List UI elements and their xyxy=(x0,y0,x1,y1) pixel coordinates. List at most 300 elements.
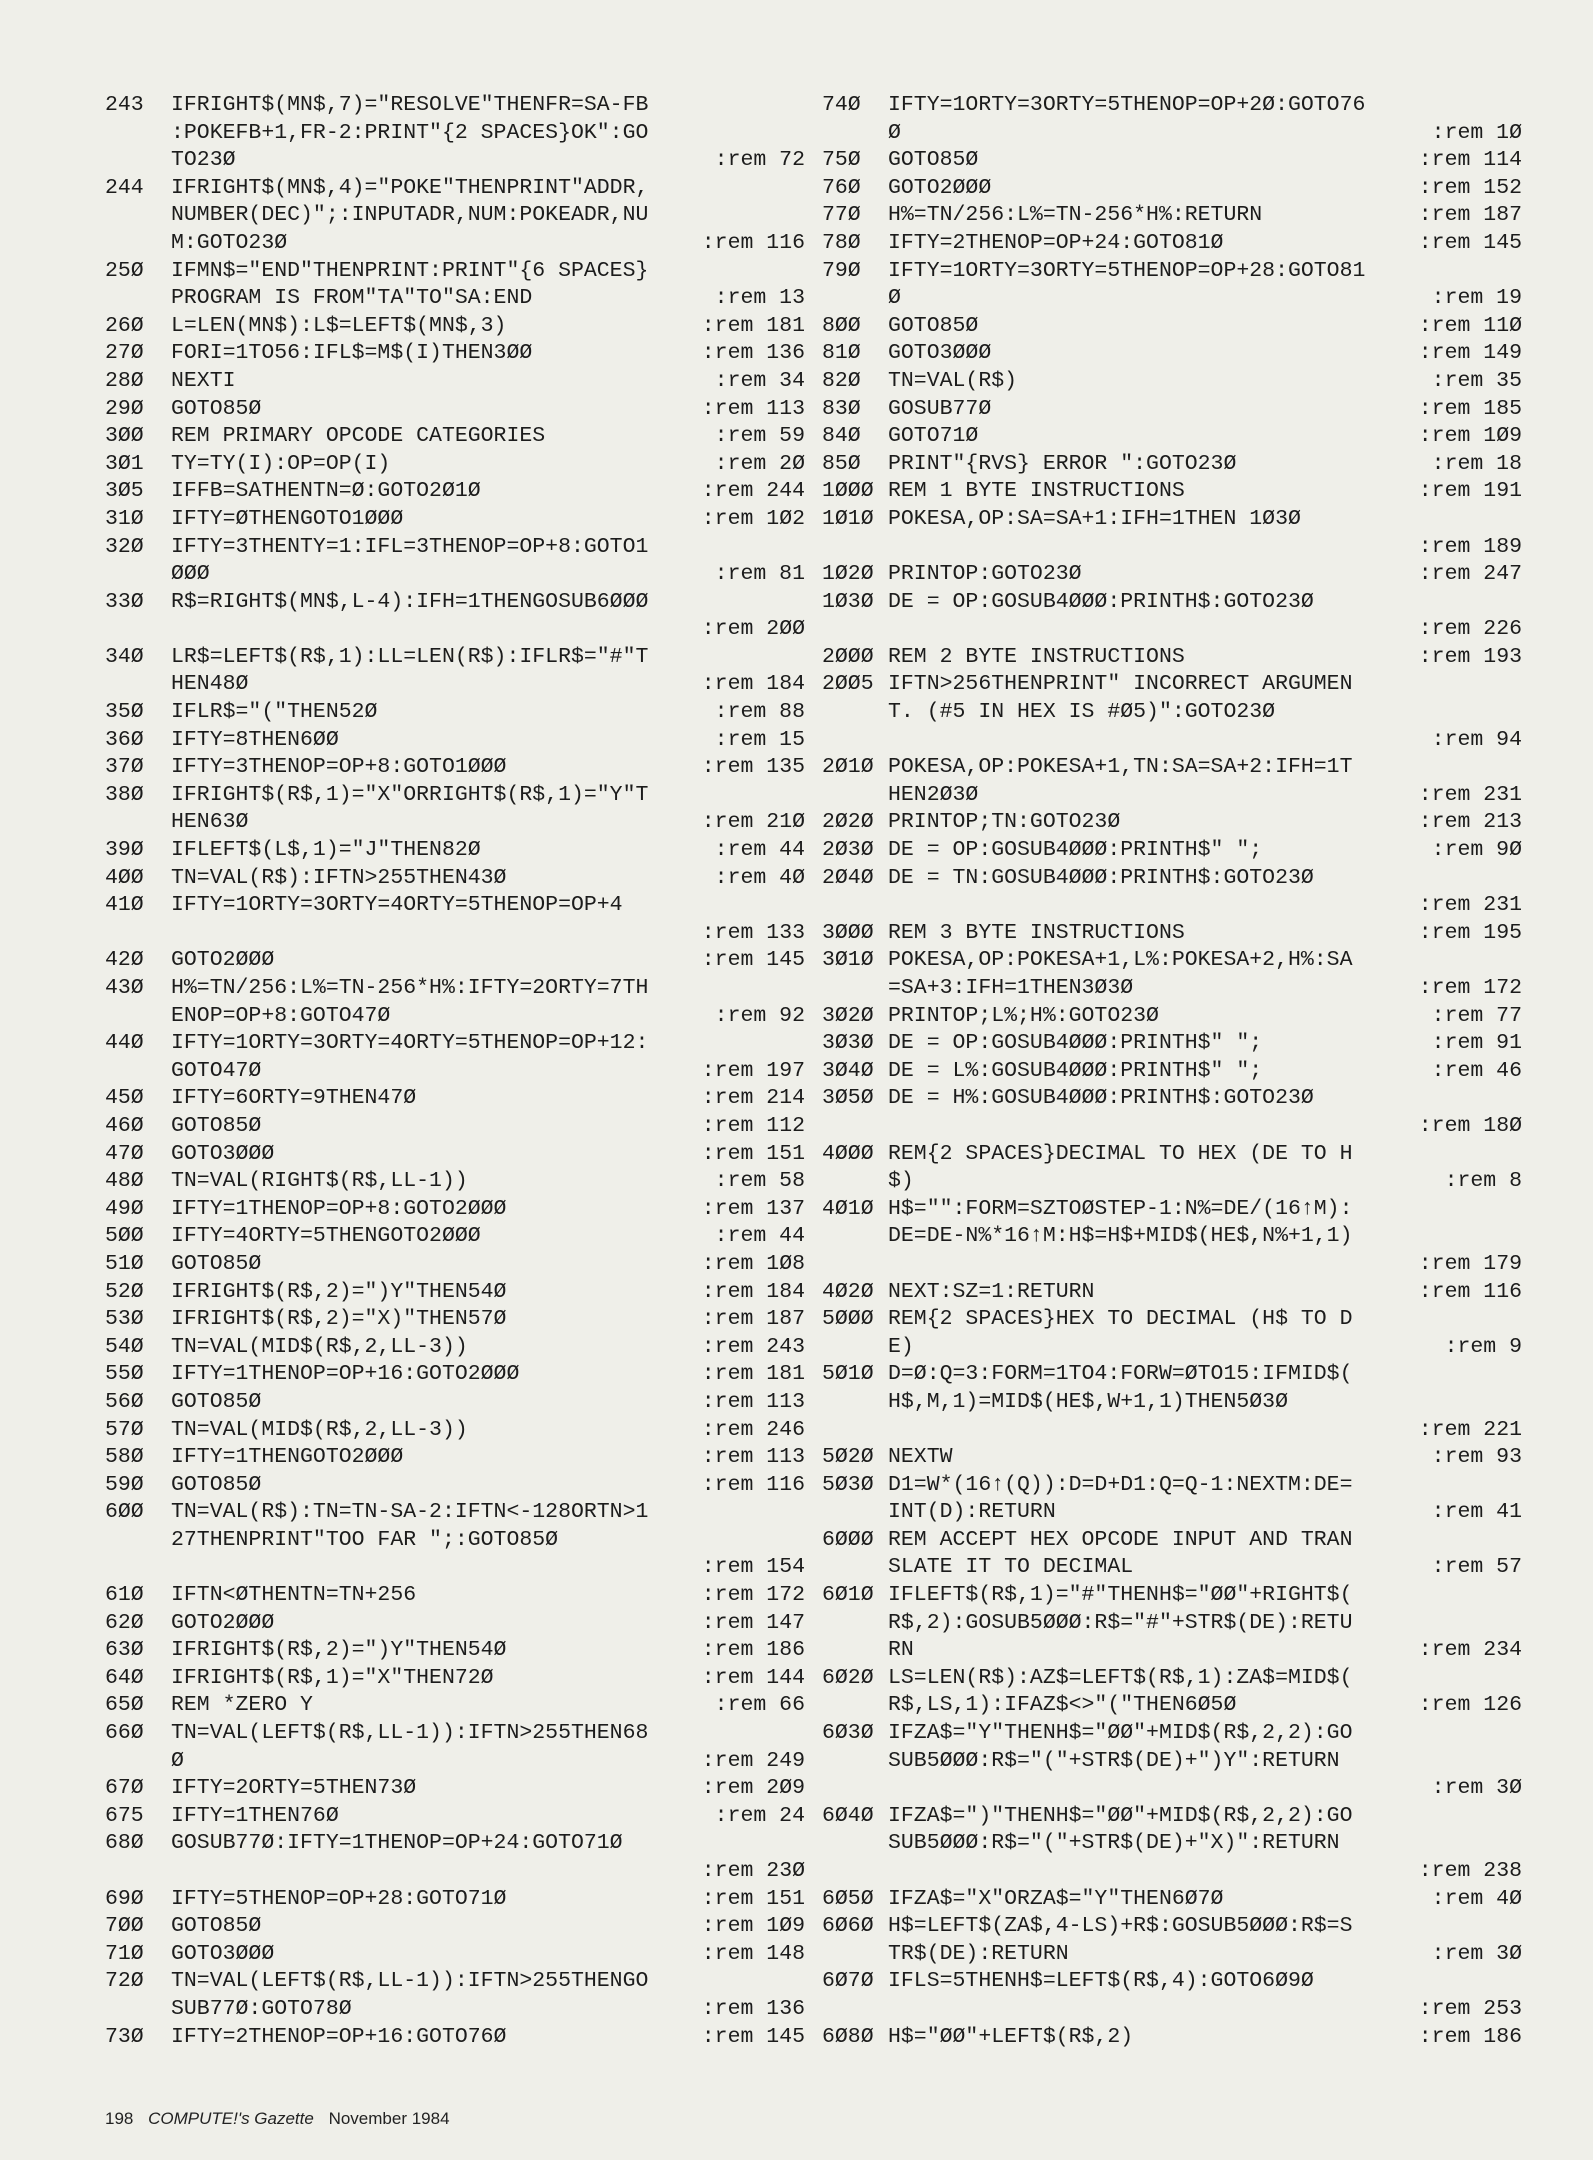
listing-line xyxy=(105,1168,805,1196)
code-line-final xyxy=(171,1554,805,1582)
checksum-rem: :rem 154 xyxy=(701,1555,805,1580)
code-line-final xyxy=(171,1003,805,1031)
code-line-final xyxy=(171,1306,805,1334)
code-line: R$,2):GOSUB5ØØØ:R$="#"+STR$(DE):RETU xyxy=(888,1610,1353,1635)
listing-line xyxy=(822,1306,1522,1361)
code-segment: GOTO2ØØØ xyxy=(171,948,275,973)
code-line-final xyxy=(888,1417,1522,1445)
code-segment xyxy=(171,920,702,948)
code-segment: GOTO85Ø xyxy=(888,148,979,173)
code-segment: TR$(DE):RETURN xyxy=(888,1941,1069,1966)
code-segment: RN xyxy=(888,1638,914,1663)
code-text xyxy=(888,865,1522,920)
code-line: LS=LEN(R$):AZ$=LEFT$(R$,1):ZA$=MID$( xyxy=(888,1665,1353,1690)
listing-line xyxy=(822,1886,1522,1914)
listing-line xyxy=(105,534,805,589)
listing-line xyxy=(105,2024,805,2052)
code-line-final xyxy=(171,1637,805,1665)
checksum-rem: :rem 185 xyxy=(1418,396,1522,421)
checksum-rem: :rem 144 xyxy=(701,1665,805,1690)
listing-line xyxy=(822,589,1522,644)
listing-line xyxy=(822,202,1522,230)
checksum-rem: :rem 214 xyxy=(701,1086,805,1111)
code-segment: IFTY=5THENOP=OP+28:GOTO71Ø xyxy=(171,1886,507,1911)
code-line: H%=TN/256:L%=TN-256*H%:IFTY=2ORTY=7TH xyxy=(171,976,649,1000)
code-line-final xyxy=(171,478,805,506)
line-number: 84Ø xyxy=(822,424,861,449)
code-line: REM ACCEPT HEX OPCODE INPUT AND TRAN xyxy=(888,1527,1353,1552)
checksum-rem: :rem 186 xyxy=(701,1638,805,1663)
listing-line xyxy=(105,1941,805,1969)
code-text xyxy=(888,368,1522,396)
line-number: 5ØØØ xyxy=(822,1307,874,1332)
line-number: 36Ø xyxy=(105,727,144,752)
code-segment: TN=VAL(R$) xyxy=(888,368,1018,393)
code-segment: Ø xyxy=(888,120,901,145)
code-line-final xyxy=(171,396,805,424)
code-segment: GOTO47Ø xyxy=(171,1058,262,1083)
line-number: 72Ø xyxy=(105,1969,144,1994)
code-text xyxy=(171,506,805,534)
listing-line xyxy=(822,451,1522,479)
line-number: 73Ø xyxy=(105,2024,144,2049)
code-segment xyxy=(888,616,1419,644)
code-line: IFTY=3THENTY=1:IFL=3THENOP=OP+8:GOTO1 xyxy=(171,534,649,559)
code-line-final xyxy=(171,285,805,313)
code-text xyxy=(171,1472,805,1500)
code-line: D1=W*(16↑(Q)):D=D+D1:Q=Q-1:NEXTM:DE= xyxy=(888,1472,1353,1497)
code-text xyxy=(888,313,1522,341)
code-line-final xyxy=(888,892,1522,920)
line-number: 6Ø1Ø xyxy=(822,1583,874,1608)
listing-line xyxy=(822,1665,1522,1720)
code-segment xyxy=(888,892,1419,920)
code-text xyxy=(171,1085,805,1113)
code-segment: IFTY=1THENOP=OP+8:GOTO2ØØØ xyxy=(171,1196,507,1221)
checksum-rem: :rem 91 xyxy=(1431,1031,1522,1056)
checksum-rem: :rem 172 xyxy=(701,1583,805,1608)
code-line-final xyxy=(888,1941,1522,1969)
checksum-rem: :rem 126 xyxy=(1418,1693,1522,1718)
code-line: D=Ø:Q=3:FORM=1TO4:FORW=ØTO15:IFMID$( xyxy=(888,1362,1353,1387)
listing-line xyxy=(105,1775,805,1803)
line-number: 48Ø xyxy=(105,1169,144,1194)
checksum-rem: :rem 221 xyxy=(1418,1417,1522,1442)
listing-line xyxy=(105,1251,805,1279)
code-text xyxy=(171,340,805,368)
code-line: IFLEFT$(R$,1)="#"THENH$="ØØ"+RIGHT$( xyxy=(888,1583,1353,1608)
line-number: 6Ø8Ø xyxy=(822,2024,874,2049)
code-segment: REM PRIMARY OPCODE CATEGORIES xyxy=(171,424,546,449)
code-text xyxy=(888,589,1522,644)
line-number: 53Ø xyxy=(105,1307,144,1332)
code-segment: PRINTOP:GOTO23Ø xyxy=(888,562,1082,587)
line-number: 6ØØ xyxy=(105,1500,144,1525)
code-line-final xyxy=(888,920,1522,948)
code-line-final xyxy=(171,1444,805,1472)
code-segment: SUB77Ø:GOTO78Ø xyxy=(171,1996,352,2021)
code-text xyxy=(171,1361,805,1389)
line-number: 35Ø xyxy=(105,700,144,725)
code-line: :POKEFB+1,FR-2:PRINT"{2 SPACES}OK":GO xyxy=(171,120,649,145)
listing-line xyxy=(105,1085,805,1113)
listing-line xyxy=(105,368,805,396)
code-line: H$="":FORM=SZTOØSTEP-1:N%=DE/(16↑M): xyxy=(888,1196,1353,1221)
code-segment: IFTY=1THEN76Ø xyxy=(171,1803,339,1828)
line-number: 43Ø xyxy=(105,976,144,1000)
checksum-rem: :rem 195 xyxy=(1418,920,1522,945)
checksum-rem: :rem 191 xyxy=(1418,479,1522,504)
listing-line xyxy=(822,396,1522,424)
code-line-final xyxy=(171,616,805,644)
code-segment: IFTY=2THENOP=OP+24:GOTO81Ø xyxy=(888,230,1224,255)
code-segment: IFLEFT$(L$,1)="J"THEN82Ø xyxy=(171,838,481,863)
line-number: 76Ø xyxy=(822,175,861,200)
code-line-final xyxy=(171,947,805,975)
code-segment: GOTO71Ø xyxy=(888,424,979,449)
code-segment: GOSUB77Ø xyxy=(888,396,992,421)
code-segment: R$,LS,1):IFAZ$<>"("THEN6Ø5Ø xyxy=(888,1693,1237,1718)
code-line: POKESA,OP:POKESA+1,TN:SA=SA+2:IFH=1T xyxy=(888,755,1353,780)
code-text xyxy=(888,2024,1522,2052)
listing-line xyxy=(105,1720,805,1775)
checksum-rem: :rem 2Ø9 xyxy=(701,1776,805,1801)
code-line-final xyxy=(171,313,805,341)
checksum-rem: :rem 253 xyxy=(1418,1996,1522,2021)
checksum-rem: :rem 113 xyxy=(701,396,805,421)
listing-line xyxy=(105,1141,805,1169)
code-line-final xyxy=(171,1858,805,1886)
checksum-rem: :rem 4Ø xyxy=(1431,1886,1522,1911)
code-text xyxy=(888,1803,1522,1886)
listing-line xyxy=(105,175,805,258)
line-number: 2Ø1Ø xyxy=(822,755,874,780)
code-text xyxy=(171,1803,805,1831)
code-line: IFTN>256THENPRINT" INCORRECT ARGUMEN xyxy=(888,672,1353,697)
line-number: 41Ø xyxy=(105,893,144,918)
code-segment xyxy=(171,616,702,644)
code-line-final xyxy=(888,975,1522,1003)
checksum-rem: :rem 181 xyxy=(701,313,805,338)
code-segment: GOTO85Ø xyxy=(171,1389,262,1414)
code-line-final xyxy=(888,175,1522,203)
code-line-final xyxy=(888,1030,1522,1058)
code-segment: REM 3 BYTE INSTRUCTIONS xyxy=(888,920,1185,945)
code-line: TN=VAL(R$):TN=TN-SA-2:IFTN<-128ORTN>1 xyxy=(171,1500,649,1525)
code-line: SUB5ØØØ:R$="("+STR$(DE)+"X)":RETURN xyxy=(888,1831,1340,1856)
checksum-rem: :rem 152 xyxy=(1418,175,1522,200)
checksum-rem: :rem 149 xyxy=(1418,341,1522,366)
checksum-rem: :rem 172 xyxy=(1418,976,1522,1000)
listing-line xyxy=(105,1306,805,1334)
line-number: 74Ø xyxy=(822,93,861,117)
code-text xyxy=(171,1251,805,1279)
code-text xyxy=(171,589,805,644)
code-text xyxy=(888,92,1522,147)
line-number: 54Ø xyxy=(105,1334,144,1359)
code-text xyxy=(171,1720,805,1775)
checksum-rem: :rem 66 xyxy=(714,1693,805,1718)
listing-line xyxy=(822,1720,1522,1803)
listing-line xyxy=(105,782,805,837)
code-segment: GOTO85Ø xyxy=(171,396,262,421)
checksum-rem: :rem 184 xyxy=(701,1279,805,1304)
code-line: 27THENPRINT"TOO FAR ";:GOTO85Ø xyxy=(171,1527,559,1552)
checksum-rem: :rem 46 xyxy=(1431,1058,1522,1083)
checksum-rem: :rem 112 xyxy=(701,1113,805,1138)
code-text xyxy=(171,534,805,589)
code-segment: ØØØ xyxy=(171,562,210,587)
listing-line xyxy=(105,1968,805,2023)
line-number: 5Ø3Ø xyxy=(822,1472,874,1497)
checksum-rem: :rem 148 xyxy=(701,1941,805,1966)
listing-line xyxy=(822,175,1522,203)
code-line-final xyxy=(888,1886,1522,1914)
code-line-final xyxy=(171,561,805,589)
code-segment: DE = OP:GOSUB4ØØØ:PRINTH$" "; xyxy=(888,838,1263,863)
code-line-final xyxy=(171,1941,805,1969)
checksum-rem: :rem 238 xyxy=(1418,1859,1522,1883)
code-segment: SLATE IT TO DECIMAL xyxy=(888,1555,1134,1580)
code-text xyxy=(171,644,805,699)
code-line-final xyxy=(888,1775,1522,1803)
code-line-final xyxy=(171,1196,805,1224)
code-line-final xyxy=(888,782,1522,810)
code-line-final xyxy=(171,423,805,451)
line-number: 6Ø2Ø xyxy=(822,1665,874,1690)
code-segment: IFRIGHT$(R$,2)=")Y"THEN54Ø xyxy=(171,1279,507,1304)
line-number: 85Ø xyxy=(822,451,861,476)
code-segment xyxy=(888,534,1419,562)
checksum-rem: :rem 9Ø xyxy=(1431,838,1522,863)
code-segment xyxy=(888,727,1432,755)
code-segment: Ø xyxy=(888,286,901,311)
listing-line xyxy=(822,947,1522,1002)
listing-line xyxy=(822,809,1522,837)
line-number: 7ØØ xyxy=(105,1914,144,1939)
code-text xyxy=(888,258,1522,313)
code-text xyxy=(171,1886,805,1914)
code-line-final xyxy=(888,837,1522,865)
code-text xyxy=(888,396,1522,424)
line-number: 31Ø xyxy=(105,506,144,531)
line-number: 5ØØ xyxy=(105,1224,144,1249)
listing-line xyxy=(105,478,805,506)
code-line-final xyxy=(888,120,1522,148)
checksum-rem: :rem 4Ø xyxy=(714,865,805,890)
line-number: 8ØØ xyxy=(822,313,861,338)
code-segment: IFTY=ØTHENGOTO1ØØØ xyxy=(171,506,404,531)
code-line-final xyxy=(171,1775,805,1803)
listing-line xyxy=(822,1968,1522,2023)
code-line: IFRIGHT$(R$,1)="X"ORRIGHT$(R$,1)="Y"T xyxy=(171,782,649,807)
code-segment: FORI=1TO56:IFL$=M$(I)THEN3ØØ xyxy=(171,341,533,366)
listing-line xyxy=(105,1499,805,1582)
line-number: 3Ø1Ø xyxy=(822,948,874,973)
code-line-final xyxy=(171,1692,805,1720)
program-listing-right-column xyxy=(822,92,1522,2051)
code-line-final xyxy=(171,1168,805,1196)
checksum-rem: :rem 8 xyxy=(1444,1169,1522,1194)
code-line-final xyxy=(888,147,1522,175)
code-text xyxy=(171,1444,805,1472)
code-text xyxy=(171,1223,805,1251)
listing-line xyxy=(822,754,1522,809)
code-text xyxy=(888,506,1522,561)
listing-line xyxy=(105,947,805,975)
checksum-rem: :rem 72 xyxy=(714,148,805,173)
line-number: 47Ø xyxy=(105,1141,144,1166)
code-line-final xyxy=(171,727,805,755)
code-text xyxy=(171,258,805,313)
code-segment xyxy=(888,1858,1419,1886)
line-number: 61Ø xyxy=(105,1583,144,1608)
code-segment: INT(D):RETURN xyxy=(888,1500,1056,1525)
listing-line xyxy=(105,1886,805,1914)
code-segment xyxy=(888,1113,1419,1141)
checksum-rem: :rem 13 xyxy=(714,286,805,311)
code-text xyxy=(888,920,1522,948)
code-segment xyxy=(171,1858,702,1886)
code-line: IFTY=1ORTY=3ORTY=5THENOP=OP+2Ø:GOTO76 xyxy=(888,93,1366,117)
listing-line xyxy=(105,1444,805,1472)
code-text xyxy=(888,340,1522,368)
code-text xyxy=(888,1472,1522,1527)
code-text xyxy=(888,1306,1522,1361)
code-line: REM{2 SPACES}DECIMAL TO HEX (DE TO H xyxy=(888,1141,1353,1166)
code-text xyxy=(171,699,805,727)
checksum-rem: :rem 247 xyxy=(1418,562,1522,587)
code-segment xyxy=(888,1417,1419,1445)
code-segment: DE = L%:GOSUB4ØØØ:PRINTH$" "; xyxy=(888,1058,1263,1083)
code-line: IFRIGHT$(MN$,7)="RESOLVE"THENFR=SA-FB xyxy=(171,93,649,117)
code-line-final xyxy=(171,340,805,368)
listing-line xyxy=(822,258,1522,313)
checksum-rem: :rem 179 xyxy=(1418,1251,1522,1276)
code-text xyxy=(171,1030,805,1085)
listing-line xyxy=(822,1527,1522,1582)
line-number: 27Ø xyxy=(105,341,144,366)
code-text xyxy=(888,644,1522,672)
code-segment: IFTY=1THENGOTO2ØØØ xyxy=(171,1445,404,1470)
checksum-rem: :rem 193 xyxy=(1418,644,1522,669)
code-line-final xyxy=(171,1251,805,1279)
code-line-final xyxy=(171,147,805,175)
listing-line xyxy=(105,1223,805,1251)
listing-line xyxy=(822,1472,1522,1527)
code-text xyxy=(888,1913,1522,1968)
line-number: 6ØØØ xyxy=(822,1527,874,1552)
listing-line xyxy=(105,1361,805,1389)
code-text xyxy=(171,1692,805,1720)
listing-line xyxy=(105,644,805,699)
code-line: POKESA,OP:SA=SA+1:IFH=1THEN 1Ø3Ø xyxy=(888,506,1301,531)
code-text xyxy=(888,1968,1522,2023)
code-segment: TN=VAL(MID$(R$,2,LL-3)) xyxy=(171,1417,468,1442)
code-line-final xyxy=(888,368,1522,396)
listing-line xyxy=(105,1417,805,1445)
code-segment: HEN63Ø xyxy=(171,810,249,835)
checksum-rem: :rem 113 xyxy=(701,1389,805,1414)
code-segment: NEXTW xyxy=(888,1445,953,1470)
checksum-rem: :rem 113 xyxy=(701,1445,805,1470)
code-text xyxy=(888,1444,1522,1472)
code-line: IFRIGHT$(MN$,4)="POKE"THENPRINT"ADDR, xyxy=(171,175,649,200)
code-text xyxy=(171,1168,805,1196)
code-line-final xyxy=(888,202,1522,230)
page-footer xyxy=(105,2109,450,2129)
code-text xyxy=(171,1389,805,1417)
listing-line xyxy=(822,1085,1522,1140)
checksum-rem: :rem 246 xyxy=(701,1417,805,1442)
code-text xyxy=(171,727,805,755)
checksum-rem: :rem 136 xyxy=(701,1996,805,2021)
code-segment: IFTN<ØTHENTN=TN+256 xyxy=(171,1583,417,1608)
code-text xyxy=(171,1141,805,1169)
checksum-rem: :rem 9 xyxy=(1444,1334,1522,1359)
listing-line xyxy=(105,1610,805,1638)
code-segment: GOTO85Ø xyxy=(171,1113,262,1138)
code-line-final xyxy=(888,313,1522,341)
line-number: 51Ø xyxy=(105,1251,144,1276)
code-text xyxy=(888,1030,1522,1058)
code-text xyxy=(171,1830,805,1885)
code-line-final xyxy=(171,1361,805,1389)
listing-line xyxy=(105,1113,805,1141)
checksum-rem: :rem 3Ø xyxy=(1431,1776,1522,1801)
code-segment: L=LEN(MN$):L$=LEFT$(MN$,3) xyxy=(171,313,507,338)
line-number: 25Ø xyxy=(105,258,144,283)
code-line: DE = TN:GOSUB4ØØØ:PRINTH$:GOTO23Ø xyxy=(888,865,1314,890)
code-text xyxy=(888,478,1522,506)
code-segment: PRINTOP;TN:GOTO23Ø xyxy=(888,810,1121,835)
code-line-final xyxy=(171,671,805,699)
listing-line xyxy=(822,920,1522,948)
code-line: IFTY=1ORTY=3ORTY=4ORTY=5THENOP=OP+12: xyxy=(171,1031,649,1056)
code-line-final xyxy=(171,699,805,727)
code-segment: NEXTI xyxy=(171,368,236,393)
line-number: 78Ø xyxy=(822,230,861,255)
code-text xyxy=(888,1665,1522,1720)
listing-line xyxy=(822,478,1522,506)
code-segment: E) xyxy=(888,1334,914,1359)
code-line: TN=VAL(LEFT$(R$,LL-1)):IFTN>255THEN68 xyxy=(171,1721,649,1746)
listing-line xyxy=(822,92,1522,147)
code-line-final xyxy=(888,1444,1522,1472)
code-line: IFMN$="END"THENPRINT:PRINT"{6 SPACES} xyxy=(171,258,649,283)
code-line-final xyxy=(171,920,805,948)
code-segment xyxy=(888,1251,1419,1279)
code-line-final xyxy=(888,396,1522,424)
code-segment: REM 2 BYTE INSTRUCTIONS xyxy=(888,644,1185,669)
listing-line xyxy=(105,1913,805,1941)
code-text xyxy=(888,1196,1522,1279)
code-segment: IFRIGHT$(R$,1)="X"THEN72Ø xyxy=(171,1665,494,1690)
listing-line xyxy=(105,340,805,368)
code-line-final xyxy=(171,809,805,837)
line-number: 3Ø1 xyxy=(105,451,144,476)
code-text xyxy=(171,1775,805,1803)
code-segment xyxy=(888,1996,1419,2024)
code-text xyxy=(171,368,805,396)
code-text xyxy=(171,947,805,975)
code-line-final xyxy=(171,1417,805,1445)
line-number: 4ØØ xyxy=(105,865,144,890)
line-number: 26Ø xyxy=(105,313,144,338)
listing-line xyxy=(105,423,805,451)
listing-line xyxy=(105,1279,805,1307)
checksum-rem: :rem 3Ø xyxy=(1431,1941,1522,1966)
